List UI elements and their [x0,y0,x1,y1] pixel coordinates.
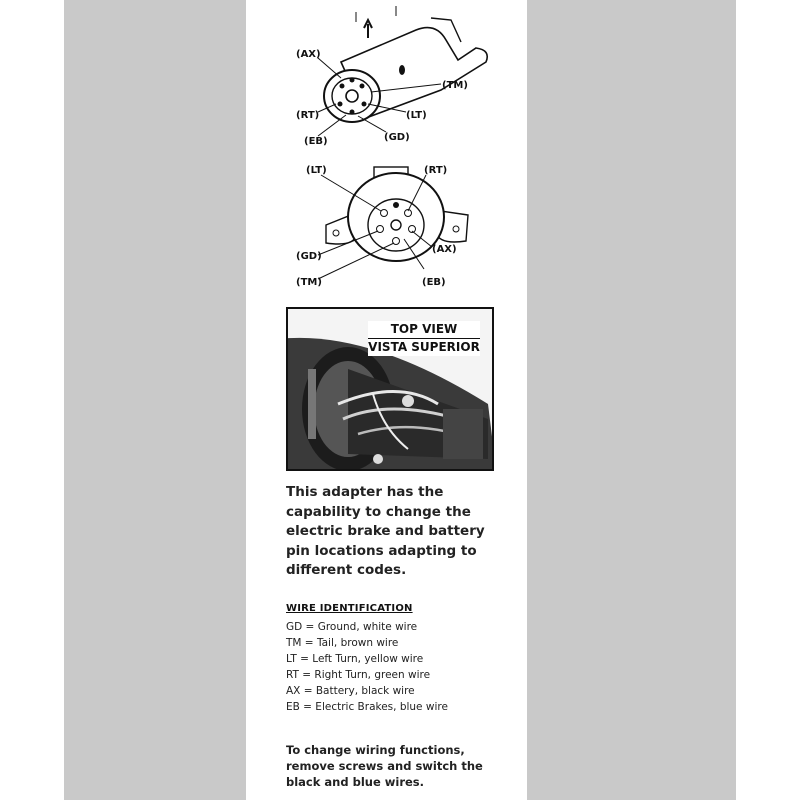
label-tm-front: (TM) [296,277,322,288]
wire-identification-title: WIRE IDENTIFICATION [286,603,413,614]
wire-item-ax: AX = Battery, black wire [286,685,415,697]
label-rt-front: (RT) [424,165,448,176]
top-view-photo [286,307,494,471]
left-gray-margin [64,0,246,800]
label-ax-front: (AX) [432,244,457,255]
label-lt-front: (LT) [306,165,327,176]
wire-item-lt: LT = Left Turn, yellow wire [286,653,424,665]
label-ax-top: (AX) [296,49,321,60]
label-rt-top: (RT) [296,110,320,121]
adapter-description: This adapter has the capability to change the electric brake and battery pin locations adapting to different codes. [286,484,485,578]
instruction-card [246,0,527,800]
heading-vista-superior: VISTA SUPERIOR [368,340,480,354]
label-tm-top: (TM) [442,80,468,91]
wire-item-rt: RT = Right Turn, green wire [286,669,431,681]
wire-identification-list [286,619,448,715]
label-gd-front: (GD) [296,251,322,262]
label-eb-front: (EB) [422,277,446,288]
label-eb-top: (EB) [304,136,328,147]
wire-item-eb: EB = Electric Brakes, blue wire [286,701,448,713]
wire-item-gd: GD = Ground, white wire [286,621,418,633]
heading-top-view: TOP VIEW [368,321,480,339]
label-lt-top: (LT) [406,110,427,121]
right-gray-margin [527,0,736,800]
photo-heading [368,321,480,356]
connector-side-diagram [246,0,527,150]
wiring-instructions: To change wiring functions, remove screws and switch the black and blue wires. [286,743,483,789]
label-gd-top: (GD) [384,132,410,143]
wire-item-tm: TM = Tail, brown wire [286,637,399,649]
connector-front-diagram [246,155,527,295]
